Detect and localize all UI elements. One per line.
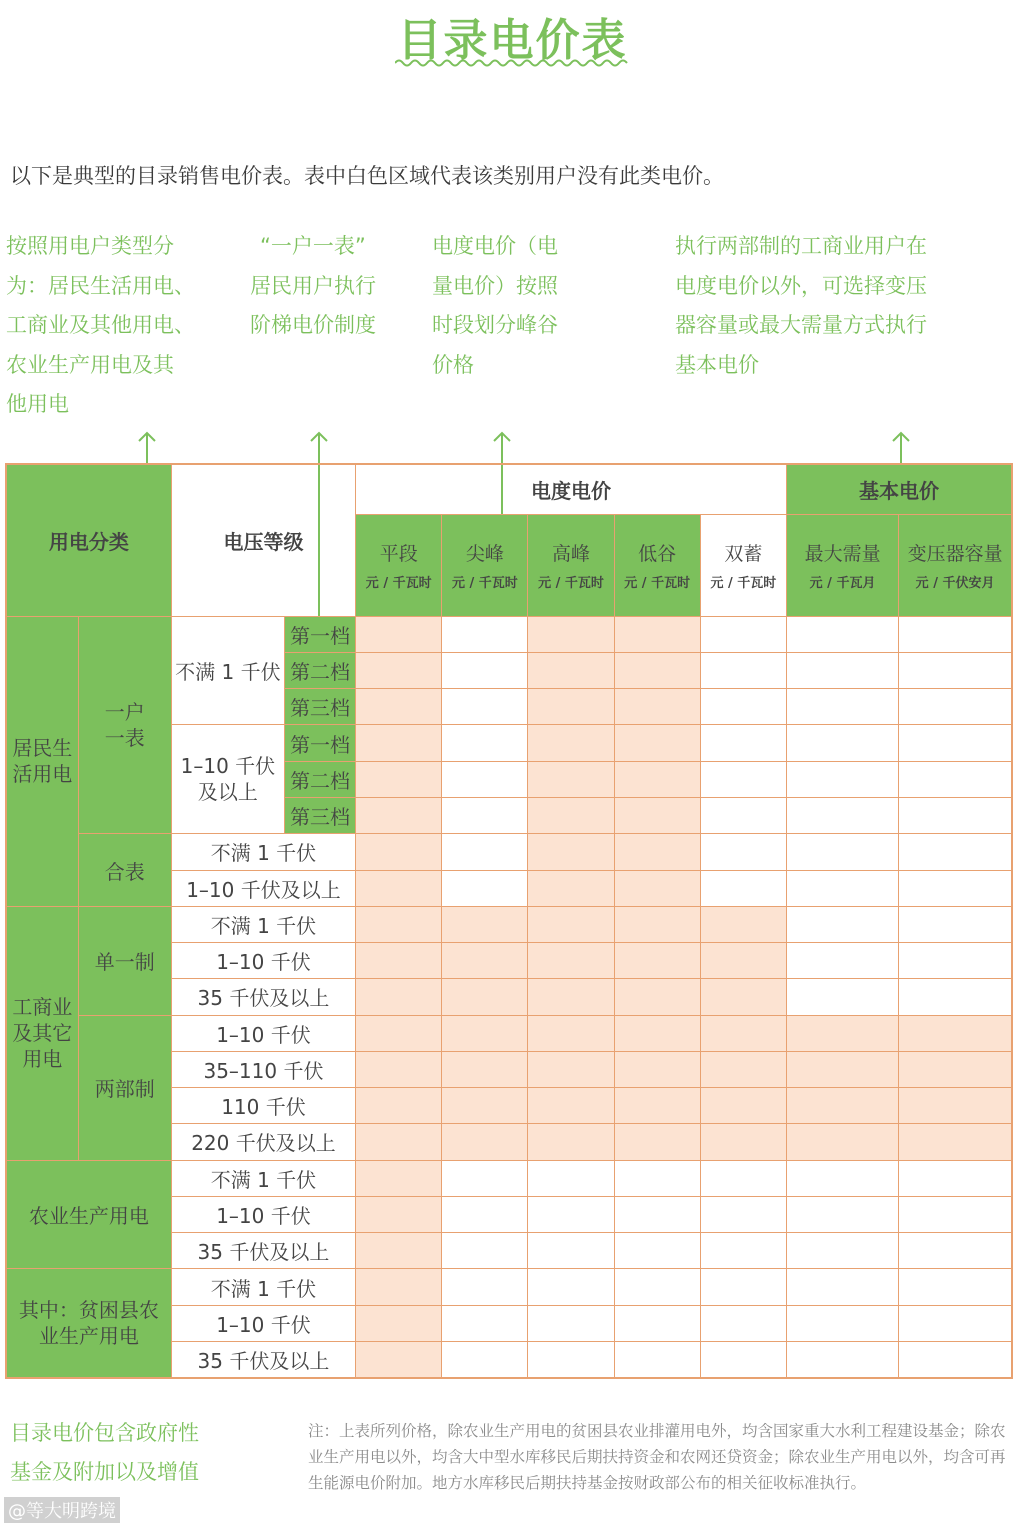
subcategory-one-meter: 一户一表 xyxy=(78,616,171,834)
header-energy-price: 电度电价 xyxy=(356,464,787,514)
col-header-flat: 平段 元 / 千瓦时 xyxy=(356,514,442,616)
col-header-transformer: 变压器容量 元 / 千伏安月 xyxy=(899,514,1012,616)
tier-label: 第二档 xyxy=(285,652,356,688)
voltage-label: 1–10 千伏 xyxy=(171,943,355,979)
col-header-dual-storage: 双蓄 元 / 千瓦时 xyxy=(700,514,786,616)
voltage-label: 不满 1 千伏 xyxy=(171,906,355,942)
voltage-label: 35 千伏及以上 xyxy=(171,1233,355,1269)
voltage-label: 110 千伏 xyxy=(171,1088,355,1124)
tier-label: 第三档 xyxy=(285,797,356,833)
category-agriculture: 农业生产用电 xyxy=(6,1160,171,1269)
tier-label: 第三档 xyxy=(285,689,356,725)
page-title: 目录电价表 xyxy=(397,15,628,66)
note-user-types: 按照用电户类型分 为：居民生活用电、 工商业及其他用电、 农业生产用电及其 他用电 xyxy=(6,234,195,416)
tier-label: 第一档 xyxy=(285,616,356,652)
footer-note-left: 目录电价包含政府性 基金及附加以及增值 xyxy=(10,1421,199,1484)
note-tiered-pricing: “一户一表” 居民用户执行 阶梯电价制度 xyxy=(250,234,376,337)
header-basic-price: 基本电价 xyxy=(786,464,1012,514)
subcategory-shared-meter: 合表 xyxy=(78,834,171,907)
voltage-label: 1–10 千伏及以上 xyxy=(171,725,284,834)
arrow-up-icon xyxy=(137,430,157,464)
subcategory-two-part: 两部制 xyxy=(78,1015,171,1160)
header-category: 用电分类 xyxy=(6,464,171,616)
watermark: @等大明跨境 xyxy=(4,1497,120,1523)
voltage-label: 1–10 千伏 xyxy=(171,1305,355,1341)
voltage-label: 35 千伏及以上 xyxy=(171,1341,355,1378)
voltage-label: 不满 1 千伏 xyxy=(171,1160,355,1196)
category-resident: 居民生活用电 xyxy=(6,616,78,906)
category-commercial: 工商业及其它用电 xyxy=(6,906,78,1160)
tier-label: 第二档 xyxy=(285,761,356,797)
col-header-valley: 低谷 元 / 千瓦时 xyxy=(614,514,700,616)
tier-label: 第一档 xyxy=(285,725,356,761)
note-basic-price: 执行两部制的工商业用户在 电度电价以外，可选择变压 器容量或最大需量方式执行 基本电价 xyxy=(675,234,927,377)
voltage-label: 不满 1 千伏 xyxy=(171,834,355,870)
intro-text: 以下是典型的目录销售电价表。表中白色区域代表该类别用户没有此类电价。 xyxy=(10,164,724,188)
voltage-label: 1–10 千伏 xyxy=(171,1015,355,1051)
note-energy-price: 电度电价（电 量电价）按照 时段划分峰谷 价格 xyxy=(432,234,558,377)
voltage-label: 1–10 千伏及以上 xyxy=(171,870,355,906)
voltage-label: 35 千伏及以上 xyxy=(171,979,355,1015)
col-header-max-demand: 最大需量 元 / 千瓦月 xyxy=(786,514,898,616)
arrow-up-icon xyxy=(891,430,911,464)
voltage-label: 35–110 千伏 xyxy=(171,1051,355,1087)
title-wave-divider xyxy=(395,58,629,68)
header-voltage: 电压等级 xyxy=(171,464,355,616)
category-poor-county-agriculture: 其中：贫困县农业生产用电 xyxy=(6,1269,171,1378)
voltage-label: 1–10 千伏 xyxy=(171,1196,355,1232)
voltage-label: 不满 1 千伏 xyxy=(171,616,284,725)
col-header-peak-top: 尖峰 元 / 千瓦时 xyxy=(442,514,528,616)
footer-note-right: 注：上表所列价格，除农业生产用电的贫困县农业排灌用电外，均含国家重大水利工程建设基金；除农业生产用电以外，均含大中型水库移民后期扶持资金和农网还贷资金；除农业生产用电以外，均含可再生能源电价附加。地方水库移民后期扶持基金按财政部公布的相关征收标准执行。 xyxy=(308,1422,1006,1492)
tariff-table xyxy=(5,463,1013,1379)
subcategory-single-part: 单一制 xyxy=(78,906,171,1015)
voltage-label: 不满 1 千伏 xyxy=(171,1269,355,1305)
voltage-label: 220 千伏及以上 xyxy=(171,1124,355,1160)
col-header-peak: 高峰 元 / 千瓦时 xyxy=(528,514,614,616)
